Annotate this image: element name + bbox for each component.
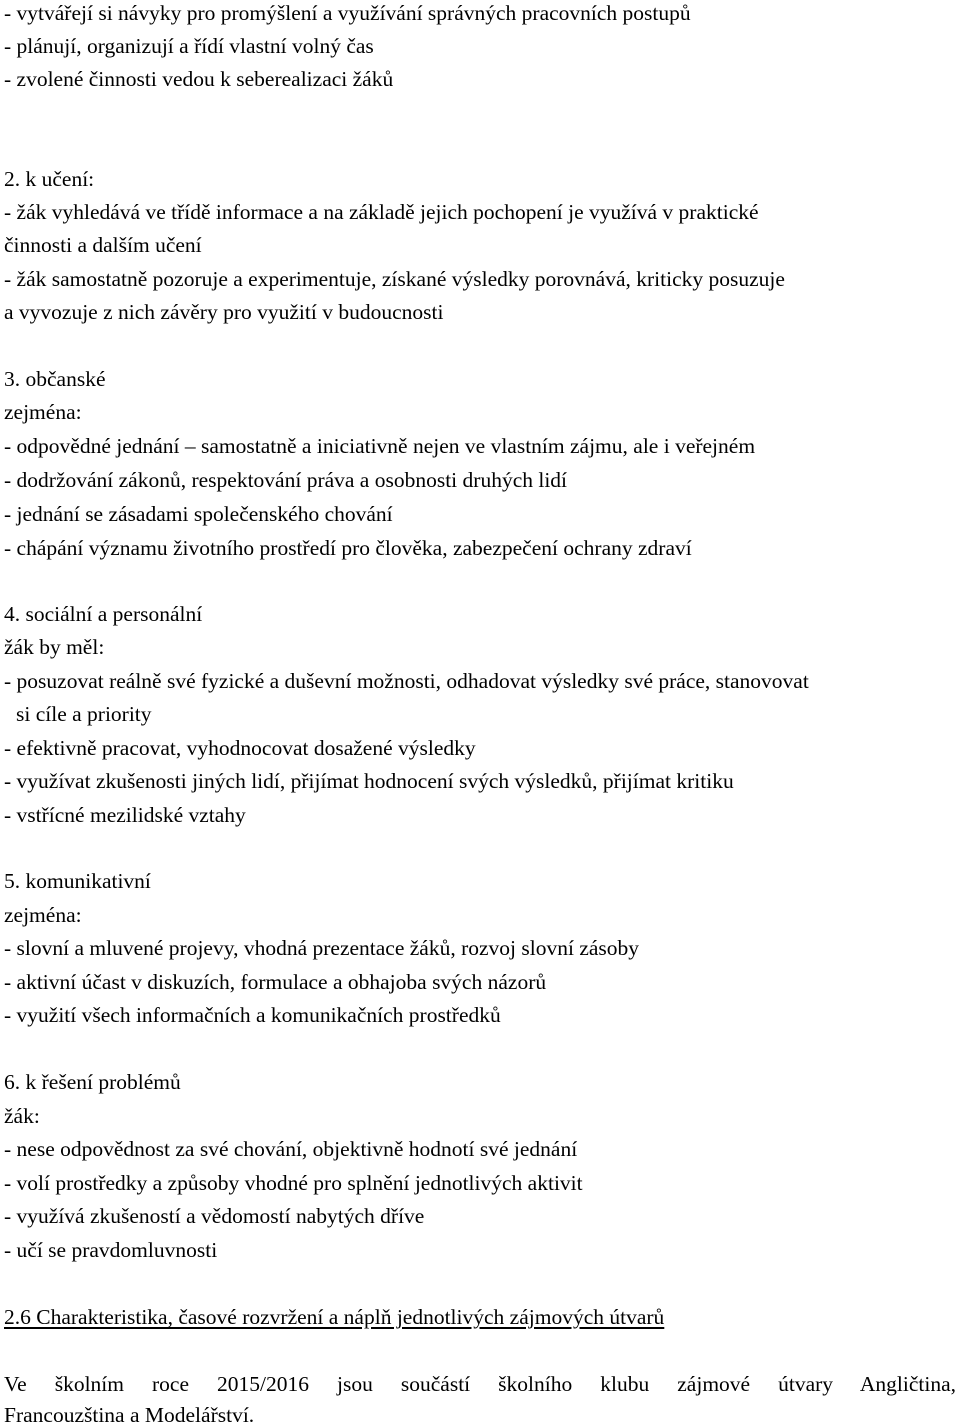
section-heading: 3. občanské	[4, 367, 106, 391]
list-item: - nese odpovědnost za své chování, objektivně hodnotí své jednání	[4, 1137, 578, 1161]
section-subheading: zejména:	[4, 903, 82, 927]
list-item: - jednání se zásadami společenského chování	[4, 502, 393, 526]
list-item: - učí se pravdomluvnosti	[4, 1238, 218, 1262]
chapter-title: 2.6 Charakteristika, časové rozvržení a náplň jednotlivých zájmových útvarů	[4, 1305, 665, 1329]
section-subheading: zejména:	[4, 400, 82, 424]
list-item: - využívá zkušeností a vědomostí nabytých dříve	[4, 1204, 425, 1228]
list-item: - chápání významu životního prostředí pro člověka, zabezpečení ochrany zdraví	[4, 536, 692, 560]
list-item: - využití všech informačních a komunikačních prostředků	[4, 1003, 501, 1027]
list-item-continuation: si cíle a priority	[16, 702, 152, 726]
paragraph-line: Francouzština a Modelářství.	[4, 1403, 255, 1427]
list-item: - efektivně pracovat, vyhodnocovat dosažené výsledky	[4, 736, 476, 760]
section-heading: 2. k učení:	[4, 167, 95, 191]
list-item: - žák samostatně pozoruje a experimentuje, získané výsledky porovnává, kriticky posuzuje	[4, 267, 785, 291]
list-item: - odpovědné jednání – samostatně a iniciativně nejen ve vlastním zájmu, ale i veřejném	[4, 434, 756, 458]
list-item-continuation: a vyvozuje z nich závěry pro využití v budoucnosti	[4, 300, 444, 324]
list-item: - volí prostředky a způsoby vhodné pro splnění jednotlivých aktivit	[4, 1171, 583, 1195]
section-heading: 5. komunikativní	[4, 869, 151, 893]
list-item: - žák vyhledává ve třídě informace a na základě jejich pochopení je využívá v praktické	[4, 200, 759, 224]
list-item: - plánují, organizují a řídí vlastní volný čas	[4, 34, 374, 58]
section-subheading: žák by měl:	[4, 635, 105, 659]
list-item: - dodržování zákonů, respektování práva a osobnosti druhých lidí	[4, 468, 568, 492]
list-item: - slovní a mluvené projevy, vhodná prezentace žáků, rozvoj slovní zásoby	[4, 936, 640, 960]
paragraph-line: Ve školním roce 2015/2016 jsou součástí školního klubu zájmové útvary Angličtina,	[4, 1372, 956, 1396]
list-item: - posuzovat reálně své fyzické a duševní možnosti, odhadovat výsledky své práce, stanovovat	[4, 669, 809, 693]
section-subheading: žák:	[4, 1104, 40, 1128]
list-item: - zvolené činnosti vedou k seberealizaci žáků	[4, 67, 394, 91]
list-item: - vstřícné mezilidské vztahy	[4, 803, 246, 827]
list-item: - aktivní účast v diskuzích, formulace a obhajoba svých názorů	[4, 970, 547, 994]
list-item: - využívat zkušenosti jiných lidí, přijímat hodnocení svých výsledků, přijímat kritiku	[4, 769, 734, 793]
list-item-continuation: činnosti a dalším učení	[4, 233, 202, 257]
section-heading: 4. sociální a personální	[4, 602, 203, 626]
section-heading: 6. k řešení problémů	[4, 1070, 181, 1094]
list-item: - vytvářejí si návyky pro promýšlení a využívání správných pracovních postupů	[4, 1, 691, 25]
